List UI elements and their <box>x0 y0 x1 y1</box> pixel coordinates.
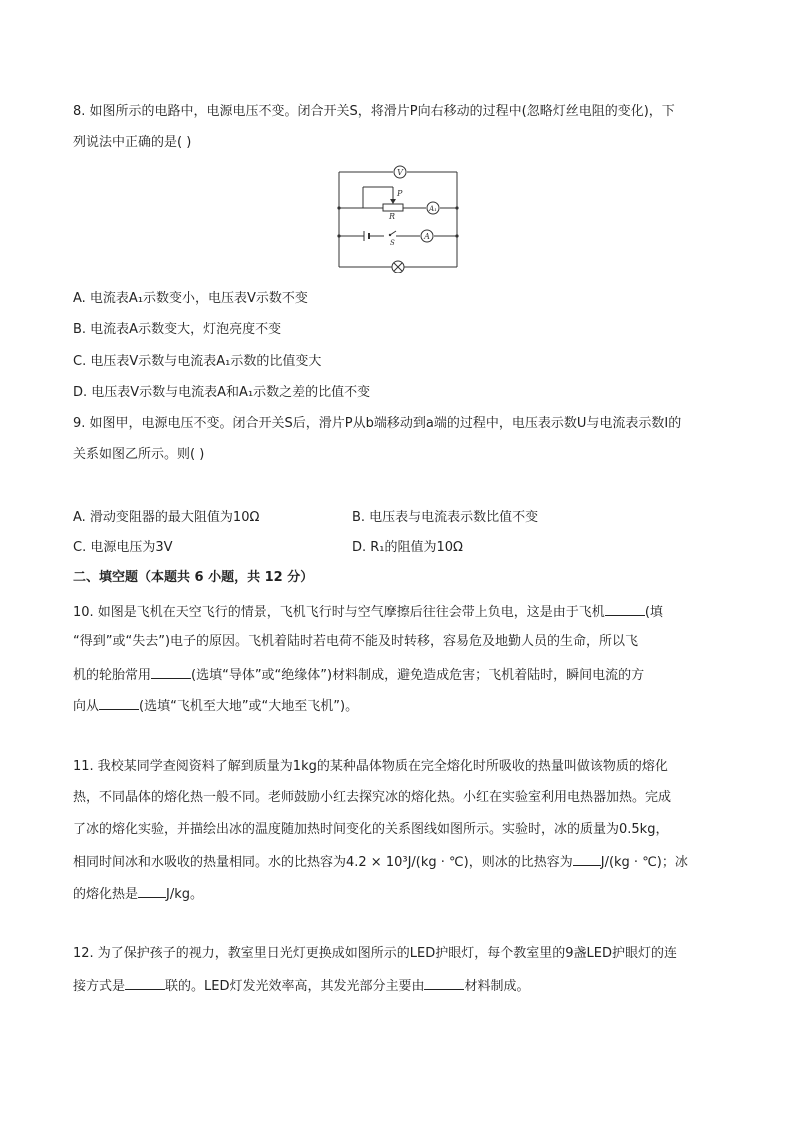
q8-option-a: A. 电流表A₁示数变小，电压表V示数不变 <box>73 291 308 306</box>
q8-option-b: B. 电流表A示数变大，灯泡亮度不变 <box>73 322 282 337</box>
q8-stem-line2: 列说法中正确的是( ) <box>73 135 192 150</box>
slider-label: P <box>397 189 403 198</box>
q11-line5-text: 的熔化热是 <box>73 887 139 902</box>
answer-blank[interactable] <box>605 601 645 616</box>
answer-blank[interactable] <box>125 975 165 990</box>
q10-line3 <box>73 664 644 686</box>
answer-blank[interactable] <box>151 664 191 679</box>
q10-line1 <box>73 601 663 623</box>
q11-line2: 热，不同晶体的熔化热一般不同。老师鼓励小红去探究冰的熔化热。小红在实验室利用电热器加热。完成 <box>73 790 672 805</box>
section-title: 二、填空题（本题共 6 小题，共 12 分） <box>73 570 314 585</box>
q8-option-c: C. 电压表V示数与电流表A₁示数的比值变大 <box>73 354 322 369</box>
q10-line4 <box>73 695 358 717</box>
q12-line2 <box>73 975 530 997</box>
q10-line1-text: 10. 如图是飞机在天空飞行的情景，飞机飞行时与空气摩擦后往往会带上负电，这是由于飞机 <box>73 605 605 620</box>
q12-line2-text: 接方式是 <box>73 979 126 994</box>
q10-line3-tail: (选填“导体”或“绝缘体”)材料制成，避免造成危害；飞机着陆时，瞬间电流的方 <box>191 668 645 683</box>
ammeter1-label: A₁ <box>429 205 437 213</box>
q10-line4-tail: (选填“飞机至大地”或“大地至飞机”)。 <box>139 699 359 714</box>
q9-stem-line2: 关系如图乙所示。则( ) <box>73 447 205 462</box>
q12-line2-middle: 联的。LED灯发光效率高，其发光部分主要由 <box>165 979 425 994</box>
q9-option-a: A. 滑动变阻器的最大阻值为10Ω <box>73 510 260 525</box>
q9-option-c: C. 电源电压为3V <box>73 540 173 555</box>
q9-option-d: D. R₁的阻值为10Ω <box>352 540 463 555</box>
q12-line1: 12. 为了保护孩子的视力，教室里日光灯更换成如图所示的LED护眼灯，每个教室里的9盏LED护眼灯的连 <box>73 946 678 961</box>
q11-line1: 11. 我校某同学查阅资料了解到质量为1kg的某种晶体物质在完全熔化时所吸收的热量叫做该物质的熔化 <box>73 759 668 774</box>
q9-option-b: B. 电压表与电流表示数比值不变 <box>352 510 539 525</box>
q11-line5 <box>73 883 203 905</box>
ammeter-label: A <box>424 232 430 241</box>
q8-option-d: D. 电压表V示数与电流表A和A₁示数之差的比值不变 <box>73 385 371 400</box>
answer-blank[interactable] <box>99 695 139 710</box>
q11-line4-text: 相同时间冰和水吸收的热量相同。水的比热容为4.2 × 10³J/(kg · ℃)，则冰的比热容为 <box>73 855 573 870</box>
resistor-label: R <box>389 212 396 221</box>
q8-circuit-diagram <box>336 163 460 273</box>
q10-line4-text: 向从 <box>73 699 100 714</box>
q12-line2-tail: 材料制成。 <box>464 979 530 994</box>
q11-line4 <box>73 851 688 873</box>
answer-blank[interactable] <box>424 975 464 990</box>
switch-label: S <box>390 239 395 247</box>
q10-line3-text: 机的轮胎常用 <box>73 668 152 683</box>
answer-blank[interactable] <box>573 851 601 866</box>
q11-line4-tail: J/(kg · ℃)；冰 <box>600 855 688 870</box>
voltmeter-label: V <box>397 168 403 177</box>
q10-line2: “得到”或“失去”)电子的原因。飞机着陆时若电荷不能及时转移，容易危及地勤人员的生命，所以飞 <box>73 634 639 649</box>
q11-line3: 了冰的熔化实验，并描绘出冰的温度随加热时间变化的关系图线如图所示。实验时，冰的质量为0.5kg， <box>73 822 669 837</box>
q8-stem-line1: 8. 如图所示的电路中，电源电压不变。闭合开关S，将滑片P向右移动的过程中(忽略灯丝电阻的变化)，下 <box>73 104 675 119</box>
answer-blank[interactable] <box>138 883 166 898</box>
q11-line5-tail: J/kg。 <box>166 887 204 902</box>
q10-line1-tail: (填 <box>644 605 663 620</box>
q9-stem-line1: 9. 如图甲，电源电压不变。闭合开关S后，滑片P从b端移动到a端的过程中，电压表示数U与电流表示数I的 <box>73 416 682 431</box>
